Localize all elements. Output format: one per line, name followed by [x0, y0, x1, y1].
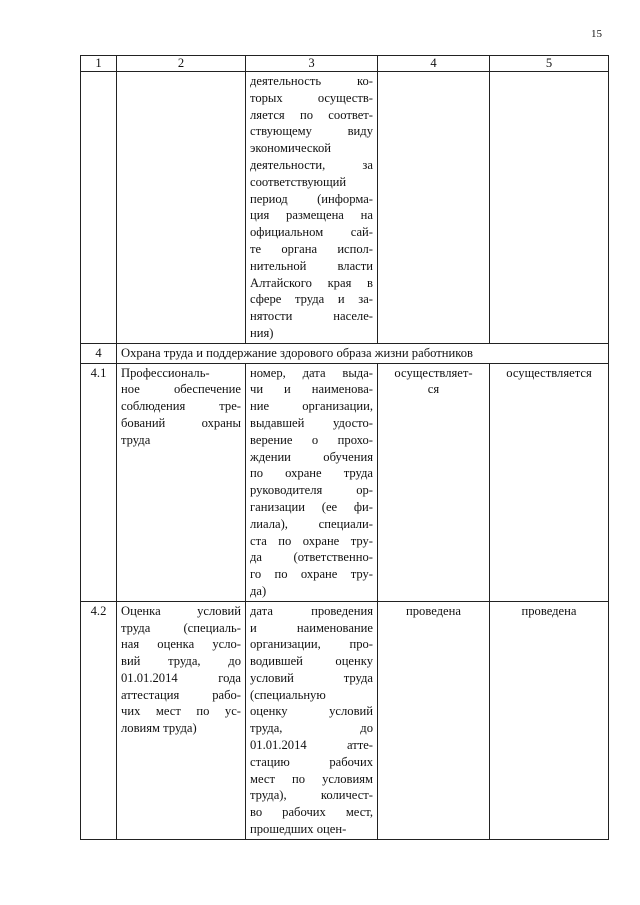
text-line: да (ответственно- — [250, 550, 373, 565]
text-line: вий труда, до — [121, 654, 241, 669]
text-line: да) — [250, 583, 267, 598]
text-line: руководителя ор- — [250, 483, 373, 498]
table-row — [81, 601, 609, 839]
status-cell — [378, 363, 490, 601]
continuation-indicator-cell — [117, 72, 246, 344]
text-line: соблюдения тре- — [121, 399, 241, 414]
table-row — [81, 363, 609, 601]
text-line: аттестация рабо- — [121, 687, 241, 702]
text-line: экономической — [250, 141, 332, 156]
text-line: чи и наименова- — [250, 382, 373, 397]
text-line: ная оценка усло- — [121, 637, 241, 652]
indicator-cell — [117, 363, 246, 601]
continuation-col5-cell — [490, 72, 609, 344]
indicators-table — [80, 55, 609, 840]
text-line: чих мест по ус- — [121, 704, 241, 719]
text-line: труда — [121, 432, 151, 447]
text-line: труда (специаль- — [121, 620, 241, 635]
text-line: ция размещена на — [250, 208, 373, 223]
text-line: бований охраны — [121, 415, 241, 430]
text-line: номер, дата выда- — [250, 365, 373, 380]
text-line: ное обеспечение — [121, 382, 241, 397]
text-line: деятельности, за — [250, 157, 373, 172]
text-line: ния) — [250, 325, 274, 340]
text-line: те органа испол- — [250, 241, 373, 256]
text-line: соответствующий — [250, 174, 347, 189]
column-header-2: 2 — [117, 56, 246, 72]
text-line: Профессиональ- — [121, 365, 210, 380]
text-line: ляется по соответ- — [250, 107, 373, 122]
text-line: официальном сай- — [250, 225, 373, 240]
column-header-4: 4 — [378, 56, 490, 72]
text-line: Оценка условий — [121, 603, 241, 618]
row-number: 4.2 — [81, 601, 117, 839]
text-line: оценку условий — [250, 704, 373, 719]
text-line: сфере труда и за- — [250, 292, 373, 307]
text-line: осуществляет- — [394, 365, 473, 380]
status-cell: проведена — [490, 601, 609, 839]
row-number: 4.1 — [81, 363, 117, 601]
details-cell — [246, 601, 378, 839]
text-line: ганизации (ее фи- — [250, 499, 373, 514]
text-line: 01.01.2014 атте- — [250, 738, 373, 753]
text-line: выдавшей удосто- — [250, 415, 373, 430]
column-number-row — [81, 56, 609, 72]
text-line: нятости населе- — [250, 309, 373, 324]
continuation-row — [81, 72, 609, 344]
details-cell — [246, 363, 378, 601]
text-line: ждении обучения — [250, 449, 373, 464]
section-number: 4 — [81, 343, 117, 363]
status-cell: проведена — [378, 601, 490, 839]
text-line: нительной власти — [250, 258, 373, 273]
text-line: стацию рабочих — [250, 754, 373, 769]
text-line: Алтайского края в — [250, 275, 373, 290]
text-line: условий труда — [250, 670, 373, 685]
text-line: по охране труда — [250, 466, 373, 481]
text-line: период (информа- — [250, 191, 373, 206]
text-line: во рабочих мест, — [250, 805, 373, 820]
text-line: ние организации, — [250, 399, 373, 414]
text-line: го по охране тру- — [250, 567, 373, 582]
column-header-5: 5 — [490, 56, 609, 72]
text-line: труда), количест- — [250, 788, 373, 803]
text-line: мест по условиям — [250, 771, 373, 786]
indicator-cell — [117, 601, 246, 839]
text-line: ста по охране тру- — [250, 533, 373, 548]
text-line: ся — [427, 382, 440, 397]
text-line: лиала), специали- — [250, 516, 373, 531]
text-line: деятельность ко- — [250, 74, 373, 88]
continuation-number-cell — [81, 72, 117, 344]
text-line: дата проведения — [250, 603, 373, 618]
continuation-col4-cell — [378, 72, 490, 344]
status-cell: осуществляется — [490, 363, 609, 601]
page-number: 15 — [591, 28, 602, 40]
section-title: Охрана труда и поддержание здорового образа жизни работников — [117, 343, 609, 363]
text-line: (специальную — [250, 687, 326, 702]
text-line: и наименование — [250, 620, 373, 635]
text-line: прошедших оцен- — [250, 822, 347, 837]
text-line: ловиям труда) — [121, 721, 197, 736]
text-line: ствующему виду — [250, 124, 373, 139]
text-line: 01.01.2014 года — [121, 670, 241, 685]
column-header-1: 1 — [81, 56, 117, 72]
text-line: водившей оценку — [250, 654, 373, 669]
text-line: труда, до — [250, 721, 373, 736]
column-header-3: 3 — [246, 56, 378, 72]
continuation-details-cell — [246, 72, 378, 344]
text-line: организации, про- — [250, 637, 373, 652]
text-line: торых осуществ- — [250, 90, 373, 105]
text-line: верение о прохо- — [250, 432, 373, 447]
section-row — [81, 343, 609, 363]
